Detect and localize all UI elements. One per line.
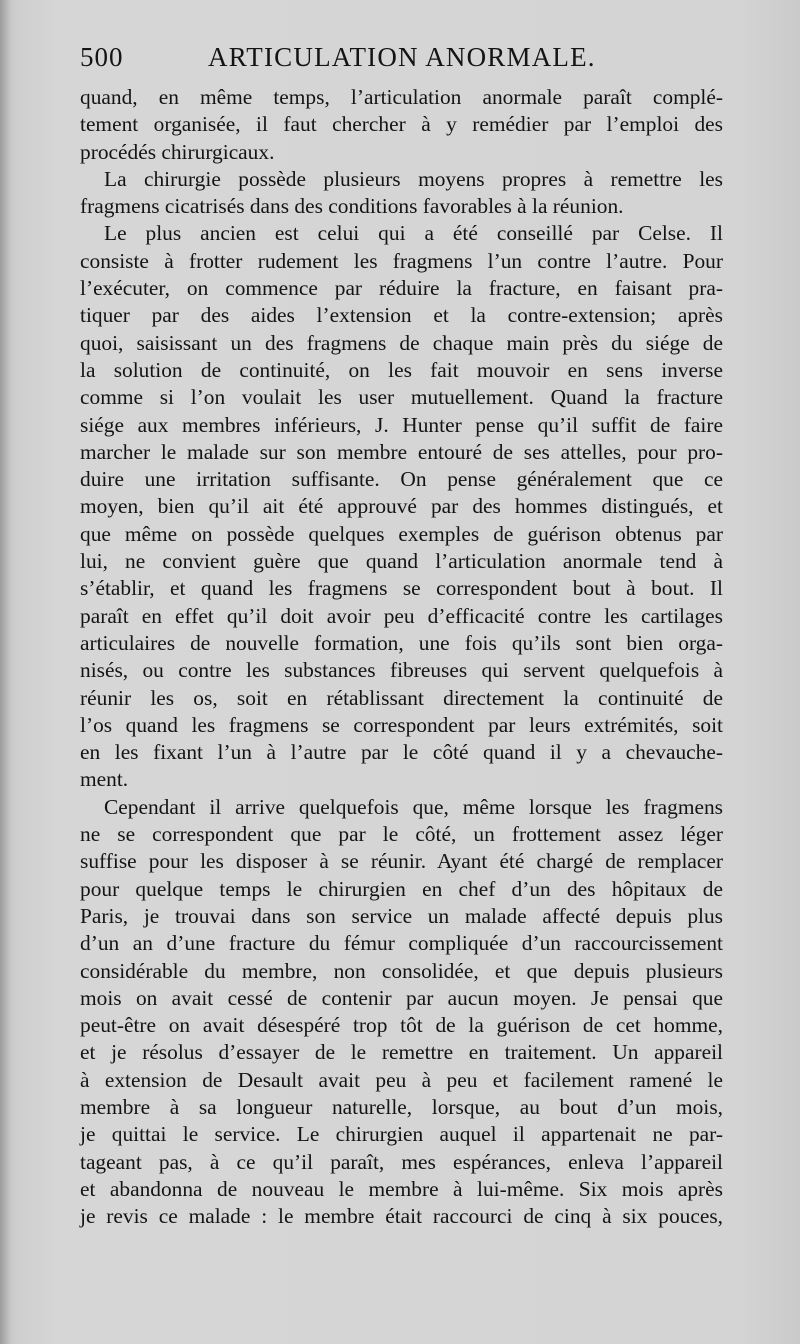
text-line: s’établir, et quand les fragmens se correspondent bout à bout. Il xyxy=(80,576,723,601)
text-line: La chirurgie possède plusieurs moyens propres à remettre les xyxy=(104,166,723,191)
text-line: siége aux membres inférieurs, J. Hunter pense qu’il suffit de faire xyxy=(80,412,723,437)
running-title: ARTICULATION ANORMALE. xyxy=(208,42,596,72)
text-line: articulaires de nouvelle formation, une fois qu’ils sont bien orga- xyxy=(80,630,723,655)
text-line: nisés, ou contre les substances fibreuses qui servent quelquefois à xyxy=(80,658,723,683)
text-line: procédés chirurgicaux. xyxy=(80,139,275,164)
text-line: tiquer par des aides l’extension et la contre-extension; après xyxy=(80,303,723,328)
text-line: peut-être on avait désespéré trop tôt de la guérison de cet homme, xyxy=(80,1013,723,1038)
text-line: duire une irritation suffisante. On pense généralement que ce xyxy=(80,467,723,492)
text-line: tageant pas, à ce qu’il paraît, mes espérances, enleva l’appareil xyxy=(80,1149,723,1174)
text-line: l’exécuter, on commence par réduire la fracture, en faisant pra- xyxy=(80,276,723,301)
text-line: la solution de continuité, on les fait mouvoir en sens inverse xyxy=(80,357,723,382)
body-text xyxy=(80,84,723,1230)
text-line: fragmens cicatrisés dans des conditions favorables à la réunion. xyxy=(80,194,624,219)
text-line: suffise pour les disposer à se réunir. Ayant été chargé de remplacer xyxy=(80,849,723,874)
text-line: paraît en effet qu’il doit avoir peu d’efficacité contre les cartilages xyxy=(80,603,723,628)
text-line: Paris, je trouvai dans son service un malade affecté depuis plus xyxy=(80,903,723,928)
text-line: consiste à frotter rudement les fragmens l’un contre l’autre. Pour xyxy=(80,248,723,273)
text-line: lui, ne convient guère que quand l’articulation anormale tend à xyxy=(80,549,723,574)
text-line: et je résolus d’essayer de le remettre en traitement. Un appareil xyxy=(80,1040,723,1065)
page-number: 500 xyxy=(80,42,124,72)
text-line: Le plus ancien est celui qui a été conseillé par Celse. Il xyxy=(104,221,723,246)
text-line: que même on possède quelques exemples de guérison obtenus par xyxy=(80,521,723,546)
text-line: moyen, bien qu’il ait été approuvé par des hommes distingués, et xyxy=(80,494,723,519)
text-line: ne se correspondent que par le côté, un frottement assez léger xyxy=(80,822,723,847)
text-line: comme si l’on voulait les user mutuellement. Quand la fracture xyxy=(80,385,723,410)
page-header xyxy=(80,42,730,82)
text-line: membre à sa longueur naturelle, lorsque, au bout d’un mois, xyxy=(80,1094,723,1119)
text-line: pour quelque temps le chirurgien en chef d’un des hôpitaux de xyxy=(80,876,723,901)
text-line: réunir les os, soit en rétablissant directement la continuité de xyxy=(80,685,723,710)
text-line: ment. xyxy=(80,767,129,792)
text-line: mois on avait cessé de contenir par aucun moyen. Je pensai que xyxy=(80,985,723,1010)
text-line: je revis ce malade : le membre était raccourci de cinq à six pouces, xyxy=(80,1204,723,1229)
text-line: quand, en même temps, l’articulation anormale paraît complé- xyxy=(80,85,723,109)
text-line: Cependant il arrive quelquefois que, même lorsque les fragmens xyxy=(104,794,723,819)
text-line: l’os quand les fragmens se correspondent par leurs extrémités, soit xyxy=(80,712,723,737)
text-line: à extension de Desault avait peu à peu et facilement ramené le xyxy=(80,1067,723,1092)
text-line: marcher le malade sur son membre entouré de ses attelles, pour pro- xyxy=(80,439,723,464)
text-line: considérable du membre, non consolidée, et que depuis plusieurs xyxy=(80,958,723,983)
text-line: en les fixant l’un à l’autre par le côté quand il y a chevauche- xyxy=(80,740,723,765)
page-edge xyxy=(0,0,10,1344)
text-line: quoi, saisissant un des fragmens de chaque main près du siége de xyxy=(80,330,723,355)
text-line: d’un an d’une fracture du fémur compliquée d’un raccourcissement xyxy=(80,931,723,956)
text-line: et abandonna de nouveau le membre à lui-même. Six mois après xyxy=(80,1176,723,1201)
text-line: tement organisée, il faut chercher à y remédier par l’emploi des xyxy=(80,112,723,137)
text-line: je quittai le service. Le chirurgien auquel il appartenait ne par- xyxy=(80,1122,723,1147)
